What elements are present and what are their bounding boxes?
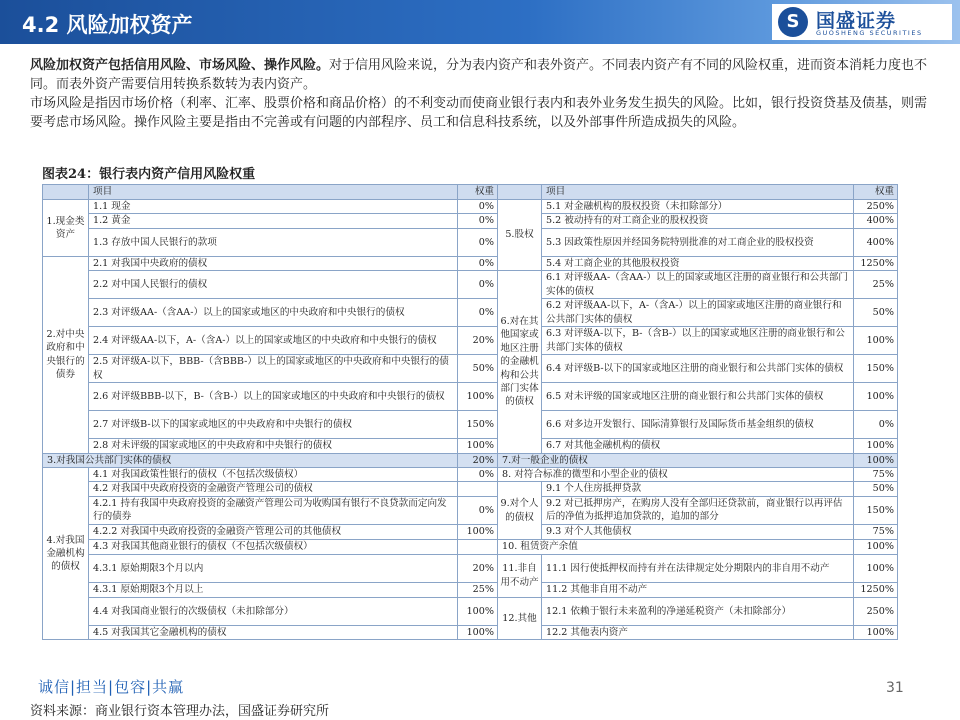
left-item-cell: 2.7 对评级B-以下的国家或地区的中央政府和中央银行的债权 [89,411,458,439]
table-row [43,625,898,639]
source-note: 资料来源：商业银行资本管理办法，国盛证券研究所 [30,704,330,719]
left-item-cell: 2.1 对我国中央政府的债权 [89,256,458,270]
risk-weight-table [42,184,898,640]
right-weight-cell: 100% [854,383,898,411]
left-weight-cell: 0% [458,256,498,270]
table-row [43,411,898,439]
right-item-cell: 6.7 对其他金融机构的债权 [542,439,854,453]
left-item-cell: 4.5 对我国其它金融机构的债权 [89,625,458,639]
left-item-cell: 4.2.1 持有我国中央政府投资的金融资产管理公司为收购国有银行不良贷款而定向发行的债券 [89,496,458,524]
right-weight-cell: 100% [854,439,898,453]
right-item-cell: 6.4 对评级B-以下的国家或地区注册的商业银行和公共部门实体的债权 [542,355,854,383]
right-weight-cell: 400% [854,228,898,256]
left-weight-cell: 20% [458,554,498,582]
right-weight-cell: 250% [854,597,898,625]
left-item-cell: 1.3 存放中国人民银行的款项 [89,228,458,256]
left-weight-cell: 100% [458,625,498,639]
left-item-cell: 4.3.1 原始期限3个月以内 [89,554,458,582]
right-item-cell: 5.3 因政策性原因并经国务院特别批准的对工商企业的股权投资 [542,228,854,256]
left-item-cell: 2.5 对评级A-以下，BBB-（含BBB-）以上的国家或地区的中央政府和中央银行的债权 [89,355,458,383]
table-row [43,200,898,214]
left-weight-cell: 20% [458,327,498,355]
right-item-cell: 9.1 个人住房抵押贷款 [542,482,854,496]
figure-title: 图表24：银行表内资产信用风险权重 [42,167,256,182]
right-item-cell: 12.1 依赖于银行未来盈利的净递延税资产（未扣除部分） [542,597,854,625]
intro-lead: 风险加权资产包括信用风险、市场风险、操作风险。 [30,58,330,73]
header-blank-right [498,185,542,200]
table-row [43,299,898,327]
right-weight-cell: 0% [854,411,898,439]
left-weight-cell: 25% [458,582,498,597]
right-item-cell: 10. 租赁资产余值 [498,539,854,554]
left-weight-cell: 0% [458,200,498,214]
right-item-cell: 12.2 其他表内资产 [542,625,854,639]
company-logo [772,4,952,40]
table-header-row [43,185,898,200]
right-weight-cell: 100% [854,327,898,355]
right-weight-cell: 250% [854,200,898,214]
table-row [43,453,898,467]
left-weight-cell [458,539,498,554]
table-row [43,214,898,228]
table-row [43,383,898,411]
table-row [43,597,898,625]
table-row [43,271,898,299]
logo-mark-icon: S [778,7,808,37]
logo-name: 国盛证券 [816,10,897,32]
right-weight-cell: 50% [854,482,898,496]
right-weight-cell: 50% [854,299,898,327]
left-weight-cell: 0% [458,468,498,482]
left-item-cell: 4.4 对我国商业银行的次级债权（未扣除部分） [89,597,458,625]
left-item-cell: 4.1 对我国政策性银行的债权（不包括次级债权） [89,468,458,482]
right-item-cell: 9.2 对已抵押房产，在购房人没有全部归还贷款前，商业银行以再评估后的净值为抵押追加贷款的，追加的部分 [542,496,854,524]
left-item-cell: 4.3 对我国其他商业银行的债权（不包括次级债权） [89,539,458,554]
slogan: 诚信|担当|包容|共赢 [38,678,185,696]
right-weight-cell: 75% [854,524,898,539]
right-item-cell: 6.2 对评级AA-以下，A-（含A-）以上的国家或地区注册的商业银行和公共部门实体的债权 [542,299,854,327]
right-weight-cell: 100% [854,453,898,467]
left-weight-cell: 100% [458,383,498,411]
right-item-cell: 6.1 对评级AA-（含AA-）以上的国家或地区注册的商业银行和公共部门实体的债权 [542,271,854,299]
left-item-cell: 2.3 对评级AA-（含AA-）以上的国家或地区的中央政府和中央银行的债权 [89,299,458,327]
right-weight-cell: 25% [854,271,898,299]
left-weight-cell: 0% [458,299,498,327]
page-number: 31 [886,680,904,696]
left-weight-cell: 0% [458,496,498,524]
intro-paragraph-1 [30,56,930,94]
table-row [43,439,898,453]
left-item-cell: 4.2 对我国中央政府投资的金融资产管理公司的债权 [89,482,458,496]
left-item-cell: 1.1 现金 [89,200,458,214]
right-category-cell: 5.股权 [498,200,542,271]
table-row [43,496,898,524]
left-weight-cell: 50% [458,355,498,383]
table-row [43,468,898,482]
right-item-cell: 6.3 对评级A-以下，B-（含B-）以上的国家或地区注册的商业银行和公共部门实体的债权 [542,327,854,355]
right-item-cell: 5.4 对工商企业的其他股权投资 [542,256,854,270]
header-weight-right: 权重 [854,185,898,200]
right-weight-cell: 150% [854,496,898,524]
right-weight-cell: 75% [854,468,898,482]
left-weight-cell: 0% [458,271,498,299]
header-weight-left: 权重 [458,185,498,200]
right-weight-cell: 400% [854,214,898,228]
left-weight-cell [458,482,498,496]
right-item-cell: 8. 对符合标准的微型和小型企业的债权 [498,468,854,482]
left-item-cell: 2.8 对未评级的国家或地区的中央政府和中央银行的债权 [89,439,458,453]
table-row [43,524,898,539]
right-item-cell: 6.5 对未评级的国家或地区注册的商业银行和公共部门实体的债权 [542,383,854,411]
right-category-cell: 12.其他 [498,597,542,639]
left-item-cell: 4.3.1 原始期限3个月以上 [89,582,458,597]
left-item-cell: 3.对我国公共部门实体的债权 [43,453,458,467]
right-category-cell: 11.非自用不动产 [498,554,542,597]
right-category-cell: 6.对在其他国家或地区注册的金融机构和公共部门实体的债权 [498,271,542,453]
left-weight-cell: 0% [458,228,498,256]
header-item-right: 项目 [542,185,854,200]
left-weight-cell: 150% [458,411,498,439]
left-item-cell: 1.2 黄金 [89,214,458,228]
left-category-cell: 2.对中央政府和中央银行的债券 [43,256,89,453]
right-weight-cell: 100% [854,539,898,554]
table-row [43,355,898,383]
right-item-cell: 5.1 对金融机构的股权投资（未扣除部分） [542,200,854,214]
logo-name-en: GUOSHENG SECURITIES [816,29,923,37]
left-weight-cell: 100% [458,524,498,539]
right-weight-cell: 100% [854,625,898,639]
left-weight-cell: 100% [458,439,498,453]
right-weight-cell: 100% [854,554,898,582]
left-weight-cell: 0% [458,214,498,228]
left-item-cell: 2.4 对评级AA-以下，A-（含A-）以上的国家或地区的中央政府和中央银行的债权 [89,327,458,355]
left-item-cell: 4.2.2 对我国中央政府投资的金融资产管理公司的其他债权 [89,524,458,539]
left-category-cell: 1.现金类资产 [43,200,89,257]
right-item-cell: 6.6 对多边开发银行、国际清算银行及国际货币基金组织的债权 [542,411,854,439]
table-row [43,482,898,496]
page-title: 4.2 风险加权资产 [22,13,193,37]
right-item-cell: 11.1 因行使抵押权而持有并在法律规定处分期限内的非自用不动产 [542,554,854,582]
table-row [43,228,898,256]
table-row [43,539,898,554]
right-item-cell: 11.2 其他非自用不动产 [542,582,854,597]
left-weight-cell: 20% [458,453,498,467]
intro-paragraph-2: 市场风险是指因市场价格（利率、汇率、股票价格和商品价格）的不利变动而使商业银行表内和表外业务发生损失的风险。比如，银行投资贷基及债基，则需要考虑市场风险。操作风险主要是指由不完善或有问题的内部程序、员工和信息科技系统，以及外部事件所造成损失的风险。 [30,96,928,130]
table-row [43,327,898,355]
table-row [43,554,898,582]
table-row [43,582,898,597]
table-row [43,256,898,270]
left-category-cell: 4.对我国金融机构的债权 [43,468,89,640]
right-weight-cell: 150% [854,355,898,383]
intro-rest: 对于信用风险来说，分为表内资产和表外资产。不同表内资产有不同的风险权重，进而资本消耗力度也不同。而表外资产需要信用转换系数转为表内资产。 [30,58,928,92]
right-weight-cell: 1250% [854,582,898,597]
right-category-cell: 9.对个人的债权 [498,482,542,539]
right-item-cell: 7.对一般企业的债权 [498,453,854,467]
intro-text [30,56,930,132]
left-item-cell: 2.2 对中国人民银行的债权 [89,271,458,299]
header-blank-left [43,185,89,200]
left-item-cell: 2.6 对评级BBB-以下，B-（含B-）以上的国家或地区的中央政府和中央银行的债权 [89,383,458,411]
right-item-cell: 5.2 被动持有的对工商企业的股权投资 [542,214,854,228]
right-item-cell: 9.3 对个人其他债权 [542,524,854,539]
left-weight-cell: 100% [458,597,498,625]
header-item-left: 项目 [89,185,458,200]
right-weight-cell: 1250% [854,256,898,270]
